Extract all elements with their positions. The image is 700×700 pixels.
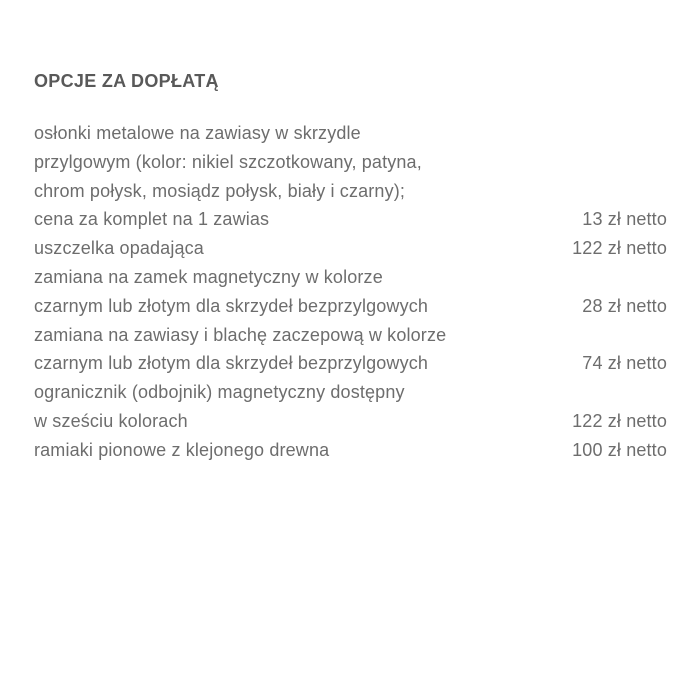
price-list-item-zawiasy-blacha xyxy=(34,321,667,379)
item-description-line: cena za komplet na 1 zawias xyxy=(34,209,270,230)
item-price-row xyxy=(34,205,667,234)
page-title: OPCJE ZA DOPŁATĄ xyxy=(34,71,219,91)
price-list-item-uszczelka xyxy=(34,234,667,263)
item-description-line: przylgowym (kolor: nikiel szczotkowany, patyna, xyxy=(34,151,422,172)
item-description-line: zamiana na zawiasy i blachę zaczepową w kolorze xyxy=(34,324,447,345)
item-price-row xyxy=(34,349,667,378)
item-description-line: w sześciu kolorach xyxy=(34,410,188,431)
item-price-row xyxy=(34,292,667,321)
item-description-line: czarnym lub złotym dla skrzydeł bezprzylgowych xyxy=(34,353,429,374)
item-price: 28 zł netto xyxy=(582,295,667,316)
item-description-line: zamiana na zamek magnetyczny w kolorze xyxy=(34,266,383,287)
item-price: 100 zł netto xyxy=(572,439,667,460)
item-price-row xyxy=(34,234,667,263)
item-description-line: osłonki metalowe na zawiasy w skrzydle xyxy=(34,123,361,143)
price-list xyxy=(34,119,667,465)
item-description-line: ogranicznik (odbojnik) magnetyczny dostępny xyxy=(34,382,405,403)
price-list-item-ogranicznik xyxy=(34,378,667,436)
item-price: 122 zł netto xyxy=(572,410,667,431)
item-price-row xyxy=(34,407,667,436)
item-description-line: czarnym lub złotym dla skrzydeł bezprzylgowych xyxy=(34,295,429,316)
price-list-item-oslonki xyxy=(34,119,667,234)
item-description-line: ramiaki pionowe z klejonego drewna xyxy=(34,439,330,460)
item-description-line: uszczelka opadająca xyxy=(34,238,204,259)
item-description-line: chrom połysk, mosiądz połysk, biały i czarny); xyxy=(34,180,406,201)
price-list-item-zamek-magnetyczny xyxy=(34,263,667,321)
item-price: 74 zł netto xyxy=(582,353,667,374)
item-price: 13 zł netto xyxy=(582,209,667,230)
price-list-item-ramiaki xyxy=(34,436,667,465)
item-price-row xyxy=(34,436,667,465)
item-price: 122 zł netto xyxy=(572,238,667,259)
